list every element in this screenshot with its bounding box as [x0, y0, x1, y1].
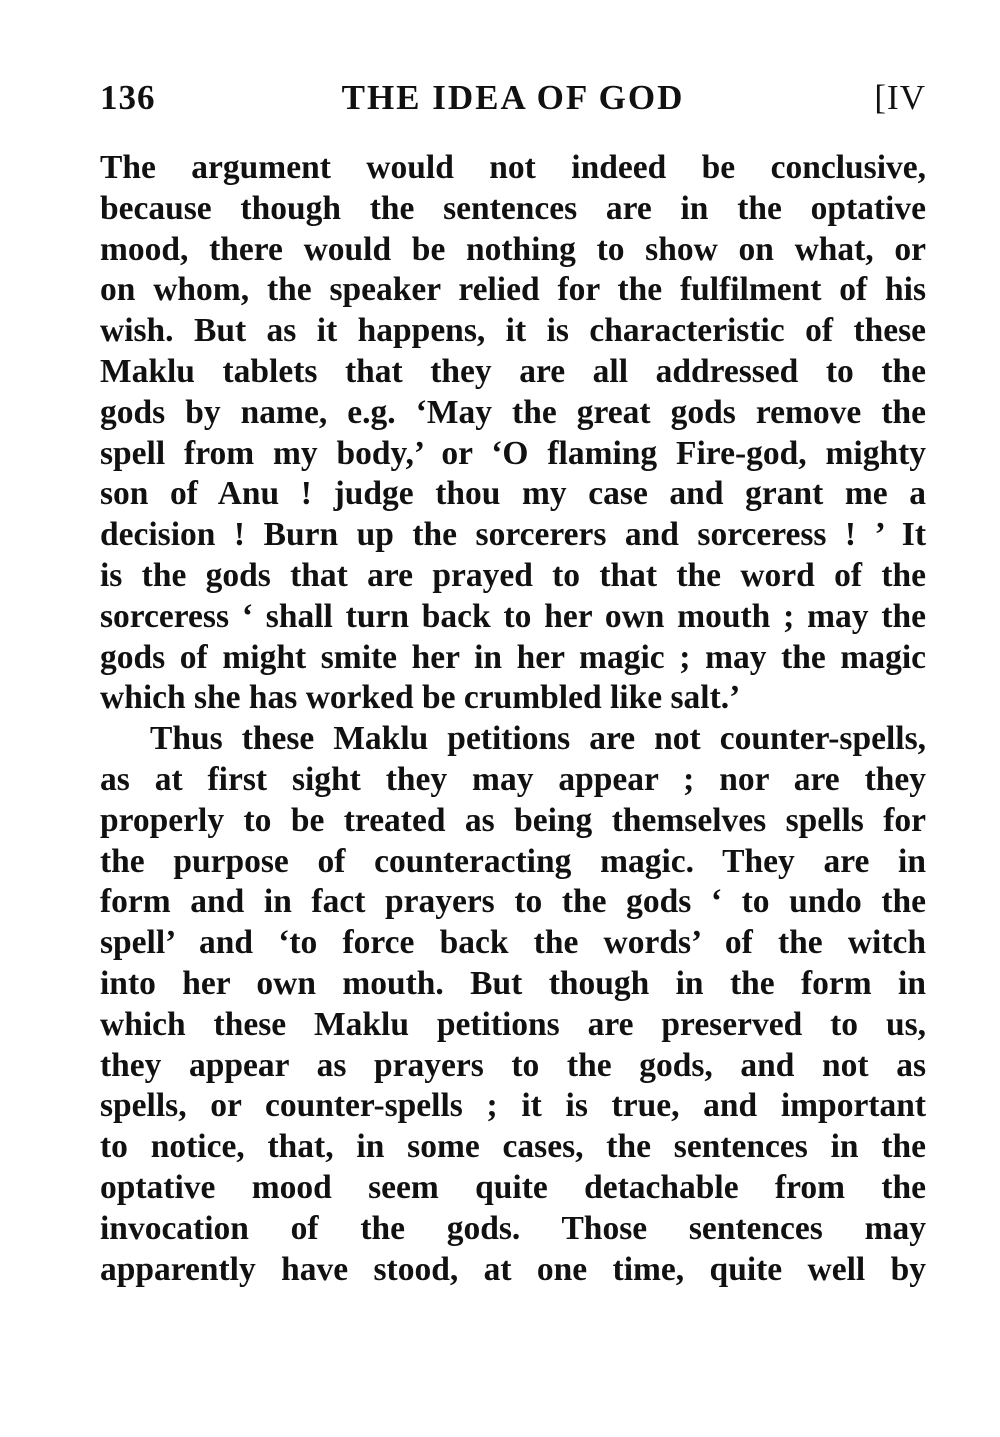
- paragraph: [100, 719, 926, 1290]
- running-head: [100, 72, 926, 124]
- text-line: form and in fact prayers to the gods ‘ to undo the: [100, 883, 926, 921]
- text-line: spells, or counter-spells ; it is true, and important: [100, 1087, 926, 1125]
- text-line: apparently have stood, at one time, quite well by: [100, 1250, 926, 1288]
- text-line: which these Maklu petitions are preserved to us,: [100, 1005, 926, 1043]
- paragraph: [100, 148, 926, 719]
- text-line: gods of might smite her in her magic ; may the magic: [100, 638, 926, 676]
- text-line: properly to be treated as being themselves spells for: [100, 801, 926, 839]
- text-line: to notice, that, in some cases, the sentences in the: [100, 1128, 926, 1166]
- text-line: gods by name, e.g. ‘May the great gods remove the: [100, 393, 926, 431]
- text-line: sorceress ‘ shall turn back to her own mouth ; may the: [100, 597, 926, 635]
- text-line: the purpose of counteracting magic. They are in: [100, 842, 926, 880]
- text-line: they appear as prayers to the gods, and not as: [100, 1046, 926, 1084]
- text-line: into her own mouth. But though in the form in: [100, 964, 926, 1002]
- text-line: spell’ and ‘to force back the words’ of the witch: [100, 924, 926, 962]
- book-page: [100, 72, 926, 1290]
- chapter-marker: [IV: [874, 78, 926, 117]
- body-text: [100, 148, 926, 1290]
- text-line: decision ! Burn up the sorcerers and sorceress ! ’ It: [100, 516, 926, 554]
- text-line: wish. But as it happens, it is characteristic of these: [100, 312, 926, 350]
- text-line: Maklu tablets that they are all addressed to the: [100, 352, 926, 390]
- text-line: invocation of the gods. Those sentences may: [100, 1209, 926, 1247]
- text-line: The argument would not indeed be conclusive,: [100, 149, 926, 186]
- text-line: spell from my body,’ or ‘O flaming Fire-god, mighty: [100, 434, 926, 472]
- text-line: Thus these Maklu petitions are not counter-spells,: [150, 720, 926, 758]
- text-line: is the gods that are prayed to that the word of the: [100, 556, 926, 594]
- text-line: mood, there would be nothing to show on what, or: [100, 230, 926, 268]
- text-line: which she has worked be crumbled like salt.’: [100, 679, 741, 717]
- text-line: optative mood seem quite detachable from the: [100, 1168, 926, 1206]
- text-line: as at first sight they may appear ; nor are they: [100, 760, 926, 798]
- page-number: 136: [100, 78, 156, 117]
- text-line: because though the sentences are in the optative: [100, 189, 926, 227]
- text-line: son of Anu ! judge thou my case and grant me a: [100, 475, 926, 513]
- running-title: THE IDEA OF GOD: [341, 78, 685, 117]
- text-line: on whom, the speaker relied for the fulfilment of his: [100, 271, 926, 309]
